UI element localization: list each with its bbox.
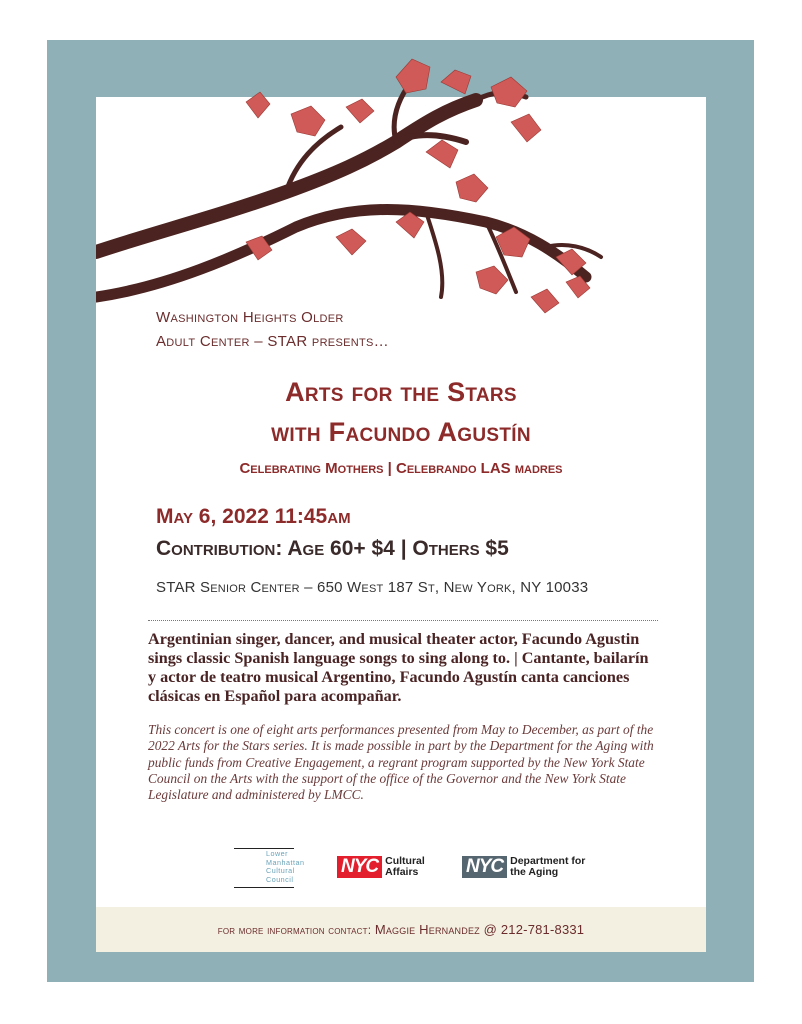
presenter-line-2: Adult Center – STAR presents… [156, 333, 389, 350]
contact-footer [96, 907, 706, 952]
lmcc-word: Manhattan [266, 857, 305, 867]
lmcc-word: Cultural [266, 866, 295, 876]
blossom-branch-illustration [96, 42, 606, 342]
aging-label-line-1: Department for [510, 855, 586, 867]
nyc-aging-logo [462, 856, 585, 878]
footer-prefix: for more information contact: [217, 922, 372, 937]
event-title-line-1: Arts for the Stars [285, 377, 517, 407]
nyc-cultural-affairs-logo [337, 856, 425, 878]
nyc-mark: NYC [462, 856, 507, 878]
cultural-affairs-label-line-2: Affairs [385, 866, 419, 878]
cultural-affairs-label-line-1: Cultural [385, 855, 425, 867]
dotted-divider [148, 620, 658, 621]
lmcc-logo-rule-bottom [234, 887, 294, 888]
lmcc-logo-text [266, 850, 304, 884]
lmcc-word: Lower [266, 849, 289, 858]
aging-label [510, 856, 585, 878]
presenter-line-1: Washington Heights Older [156, 309, 344, 326]
cultural-affairs-label [385, 856, 425, 878]
event-title [96, 372, 706, 452]
lmcc-word: Council [266, 874, 294, 884]
event-description: Argentinian singer, dancer, and musical theater actor, Facundo Agustin sings classic Spanish language songs to sing along to. | Cantante, bailarín y actor de teatro musical Argentino, Facundo Agustín canta canciones clásicas en Español para acompañar. [148, 630, 649, 705]
presenter-line [156, 306, 389, 354]
lmcc-logo [234, 844, 314, 890]
venue-address: STAR Senior Center – 650 West 187 St, New York, NY 10033 [156, 579, 589, 596]
footer-contact: Maggie Hernandez @ 212-781-8331 [374, 922, 585, 937]
event-subtitle: Celebrating Mothers | Celebrando LAS madres [239, 460, 563, 477]
contribution-price: Contribution: Age 60+ $4 | Others $5 [156, 537, 509, 560]
nyc-mark: NYC [337, 856, 382, 878]
event-title-line-2: with Facundo Agustín [271, 417, 531, 447]
funding-fine-print: This concert is one of eight arts performances presented from May to December, as part of the 2022 Arts for the Stars series. It is made possible in part by the Department for the Aging with public funds from Creative Engagement, a regrant program supported by the New York State Council on the Arts with the support of the office of the Governor and the New York State Legislature and administered by LMCC. [148, 722, 654, 803]
aging-label-line-2: the Aging [510, 866, 559, 878]
event-date: May 6, 2022 11:45am [156, 505, 351, 528]
